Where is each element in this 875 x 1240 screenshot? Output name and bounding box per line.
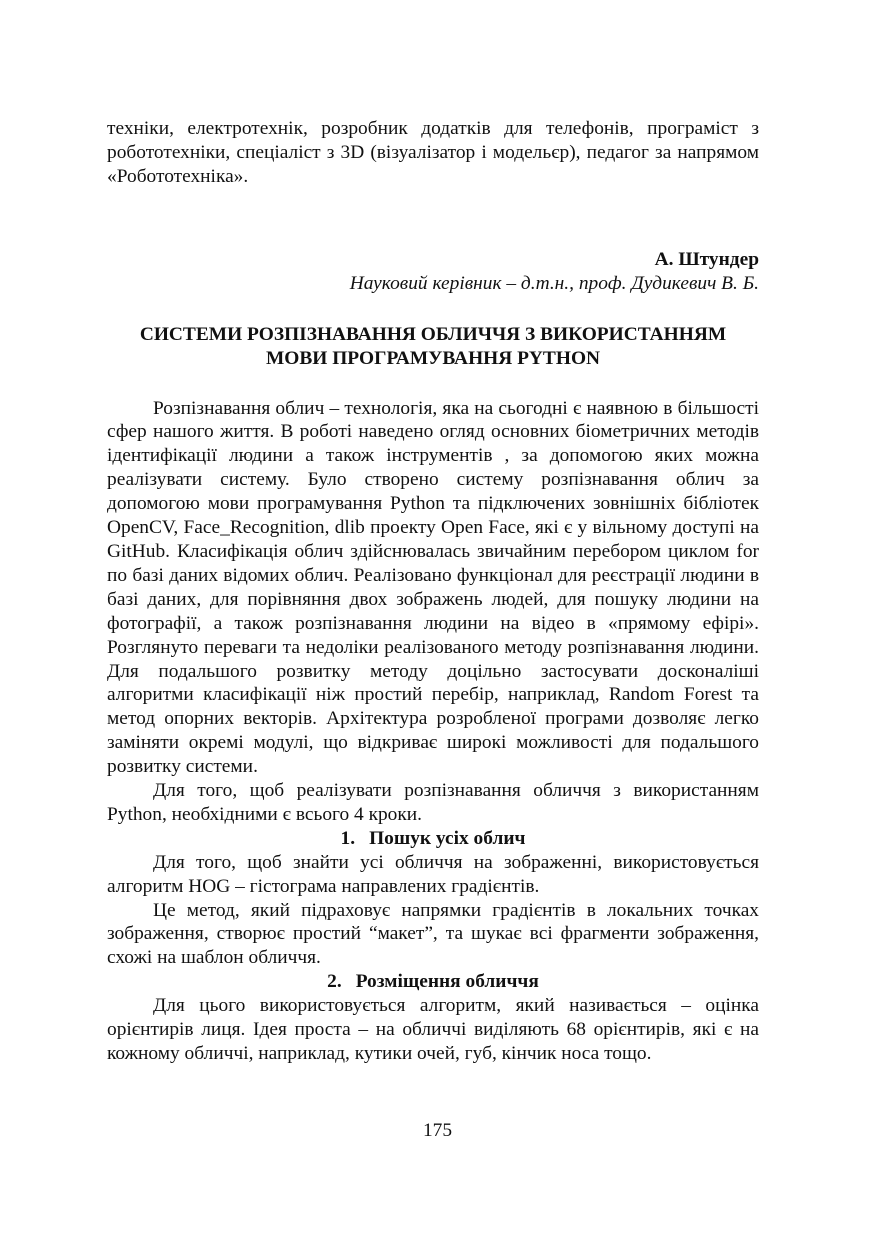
section-heading-2 <box>107 970 759 994</box>
author-name: А. Штундер <box>654 248 759 270</box>
section-1-paragraph-2: Це метод, який підраховує напрямки градієнтів в локальних точках зображення, створює простий “макет”, та шукає всі фрагменти зображення, схожі на шаблон обличчя. <box>107 899 759 969</box>
section-heading-1 <box>107 827 759 851</box>
section-2-paragraph-1: Для цього використовується алгоритм, який називається – оцінка орієнтирів лиця. Ідея проста – на обличчі виділяють 68 орієнтирів, які є на кожному обличчі, наприклад, кутики очей, губ, кінчик носа тощо. <box>107 995 759 1064</box>
article-title <box>107 323 759 371</box>
section-1-paragraph-1: Для того, щоб знайти усі обличчя на зображенні, використовується алгоритм HOG – гістограма направлених градієнтів. <box>107 851 759 897</box>
page-number: 175 <box>422 1120 453 1141</box>
section-number-2: 2. <box>327 971 342 993</box>
steps-intro-paragraph: Для того, щоб реалізувати розпізнавання обличчя з використанням Python, необхідними є всього 4 кроки. <box>107 780 759 825</box>
article-title-line-2: МОВИ ПРОГРАМУВАННЯ PYTHON <box>265 347 601 369</box>
scientific-advisor: Науковий керівник – д.т.н., проф. Дудикевич В. Б. <box>349 272 759 294</box>
section-number-1: 1. <box>340 827 356 849</box>
section-title-2: Розміщення обличчя <box>355 971 539 993</box>
abstract-paragraph: Розпізнавання облич – технологія, яка на сьогодні є наявною в більшості сфер нашого життя. В роботі наведено огляд основних біометричних методів ідентифікації людини а також інструментів , за допомогою яких можна реалізувати систему. Було створено систему розпізнавання облич за допомогою мови програмування Python та підключених зовнішніх бібліотек OpenCV, Face_Recognition, dlib проекту Open Face, які є у вільному доступі на GitHub. Класифікація облич здійснювалась звичайним перебором циклом for по базі даних відомих облич. Реалізовано функціонал для реєстрації людини в базі даних, для порівняння двох зображень людей, для пошуку людини на фотографії, а також розпізнавання людини на відео в «прямому ефірі». Розглянуто переваги та недоліки реалізованого методу розпізнавання людини. Для подальшого розвитку методу доцільно застосувати досконаліші алгоритми класифікації ніж простий перебір, наприклад, Random Forest та метод опорних векторів. Архітектура розробленої програми дозволяє легко заміняти окремі модулі, що відкриває широкі можливості для подальшого розвитку системи. <box>107 397 759 778</box>
article-title-line-1: СИСТЕМИ РОЗПІЗНАВАННЯ ОБЛИЧЧЯ З ВИКОРИСТАННЯМ <box>139 323 727 345</box>
section-title-1: Пошук усіх облич <box>369 827 526 849</box>
page-content <box>107 117 759 1066</box>
intro-paragraph: техніки, електротехнік, розробник додатків для телефонів, програміст з робототехніки, спеціаліст з 3D (візуалізатор і модельєр), педагог за напрямом «Робототехніка». <box>107 118 759 187</box>
